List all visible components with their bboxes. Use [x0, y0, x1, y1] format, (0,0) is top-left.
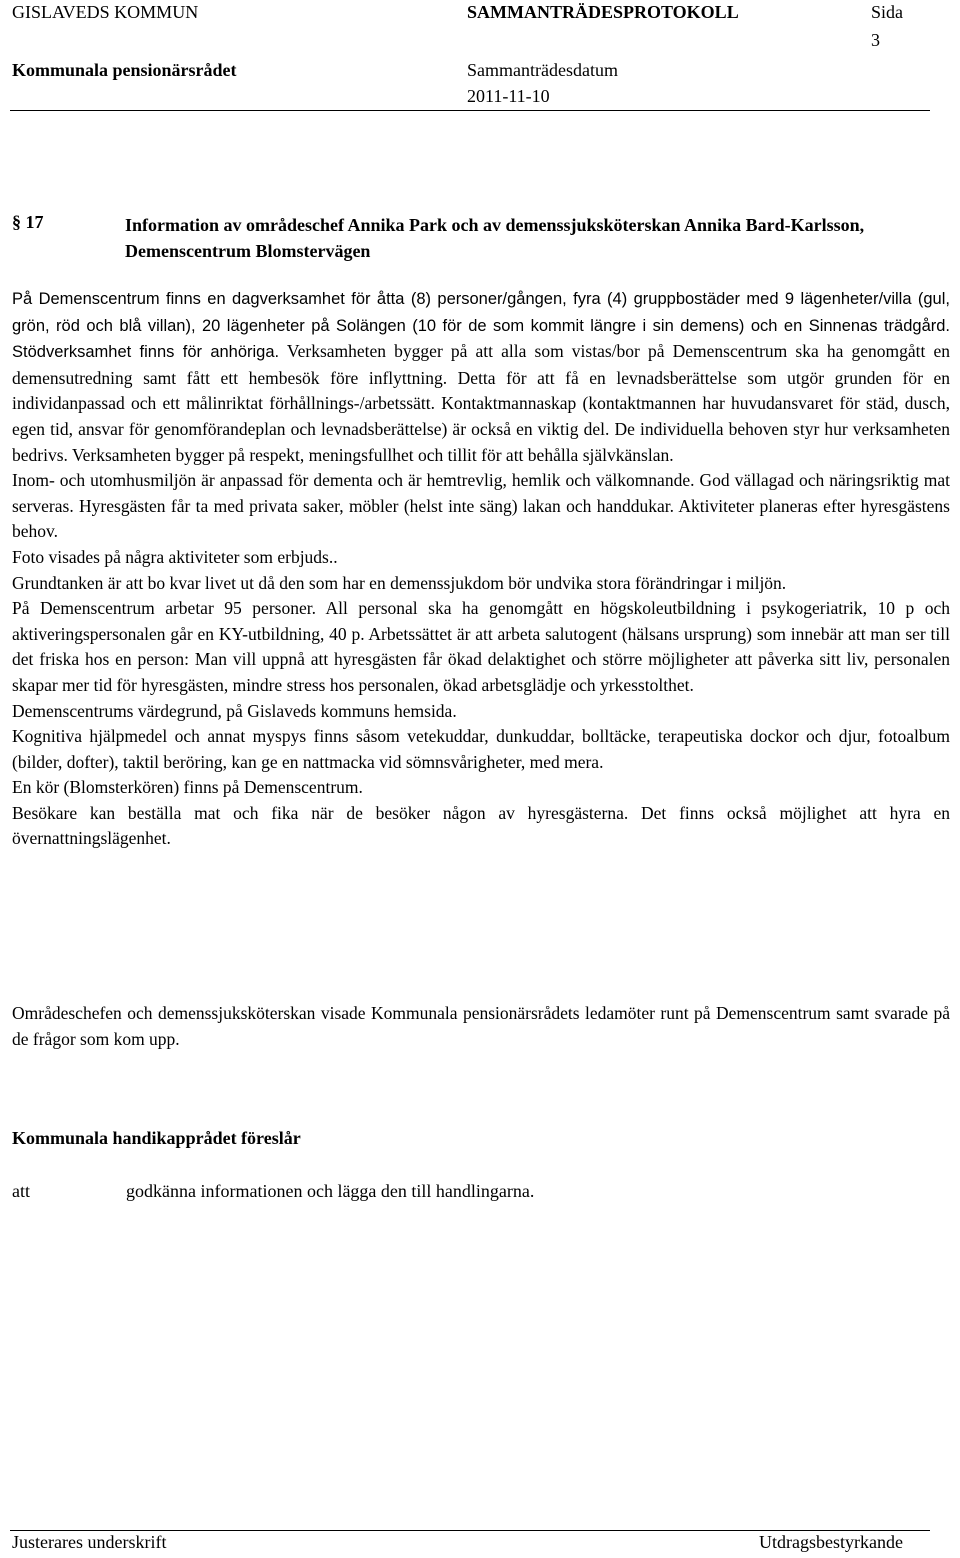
decision-text: godkänna informationen och lägga den till handlingarna. — [126, 1181, 535, 1201]
document-type: SAMMANTRÄDESPROTOKOLL — [467, 2, 739, 22]
footer-divider — [10, 1530, 930, 1531]
section-title: Information av områdeschef Annika Park och av demenssjuksköterskan Annika Bard-Karlsson, Demenscentrum Blomstervägen — [125, 215, 865, 261]
paragraph-principle: Grundtanken är att bo kvar livet ut då den som har en demenssjukdom bör undvika stora förändringar i miljön. — [12, 572, 787, 593]
paragraph-overview — [12, 286, 950, 468]
page-number: 3 — [871, 30, 880, 50]
header-divider — [10, 110, 930, 111]
date-label: Sammanträdesdatum — [467, 60, 618, 80]
signature-label: Justerares underskrift — [12, 1532, 167, 1552]
paragraph-aids: Kognitiva hjälpmedel och annat myspys finns såsom vetekuddar, dunkuddar, bolltäcke, terapeutiska dockor och djur, fotoalbum (bilder, dofter), taktil beröring, kan ge en nattmacka vid sömnsvårigheter, med mera. — [12, 726, 950, 772]
decision-att-label: att — [12, 1181, 30, 1201]
section-body — [12, 286, 950, 852]
paragraph-photos: Foto visades på några aktiviteter som erbjuds.. — [12, 546, 338, 567]
meeting-date: 2011-11-10 — [467, 86, 550, 106]
paragraph-environment: Inom- och utomhusmiljön är anpassad för dementa och är hemtrevlig, hemlik och välkomnande. God vällagad och näringsriktig mat serveras. Hyresgästen får ta med privata saker, möbler (helst inte säng) lakan och handdukar. Aktiviteter planeras efter hyresgästens behov. — [12, 470, 950, 542]
committee-name: Kommunala pensionärsrådet — [12, 60, 237, 80]
paragraph-choir: En kör (Blomsterkören) finns på Demenscentrum. — [12, 777, 363, 798]
page-label: Sida — [871, 2, 904, 22]
paragraph-overview-intro: På Demenscentrum finns en dagverksamhet för åtta (8) personer/gången, fyra (4) gruppbostäder med 9 lägenheter/villa (gul, grön, röd och blå villan), 20 lägenheter på Solängen (10 för de som kommit längre i sin demens) och en Sinnenas trädgård. Stödverksamhet finns för anhöriga. — [12, 290, 950, 362]
section-number: § 17 — [12, 212, 44, 232]
municipality-name: GISLAVEDS KOMMUN — [12, 2, 199, 22]
certification-label: Utdragsbestyrkande — [759, 1532, 903, 1552]
paragraph-overview-rest: Verksamheten bygger på att alla som vistas/bor på Demenscentrum ska ha genomgått en demensutredning samt fått ett hembesök före inflyttning. Detta för att få en levnadsberättelse som utgör grunden för en individanpassad och ett målinriktat förhållnings-/arbetssätt. Kontaktmannaskap (kontaktmannen har huvudansvaret för städ, dusch, egen tid, ansvar för genomförandeplan och levnadsberättelse) är också en viktig del. De individuella behoven styr hur verksamheten bedrivs. Verksamheten bygger på respekt, meningsfullhet och tillit för att behålla självkänslan. — [12, 341, 950, 465]
paragraph-visitors: Besökare kan beställa mat och fika när de besöker någon av hyresgästerna. Det finns också möjlighet att hyra en övernattningslägenhet. — [12, 802, 950, 849]
proposal-heading: Kommunala handikapprådet föreslår — [12, 1128, 301, 1148]
paragraph-closing: Områdeschefen och demenssjuksköterskan visade Kommunala pensionärsrådets ledamöter runt på Demenscentrum samt svarade på de frågor som kom upp. — [12, 1003, 950, 1049]
paragraph-staff: På Demenscentrum arbetar 95 personer. All personal ska ha genomgått en högskoleutbildning i psykogeriatrik, 10 p och aktiveringspersonalen går en KY-utbildning, 40 p. Arbetssättet är att arbeta salutogent (hälsans ursprung) som innebär att man ser till det friska hos en person: Man vill uppnå att hyresgästen får ökad delaktighet och större möjligheter att påverka sitt liv, personalen skapar mer tid för hyresgästen, mindre stress hos personalen, ökad arbetsglädje och yrkesstolthet. — [12, 598, 950, 695]
paragraph-values: Demenscentrums värdegrund, på Gislaveds kommuns hemsida. — [12, 700, 457, 721]
